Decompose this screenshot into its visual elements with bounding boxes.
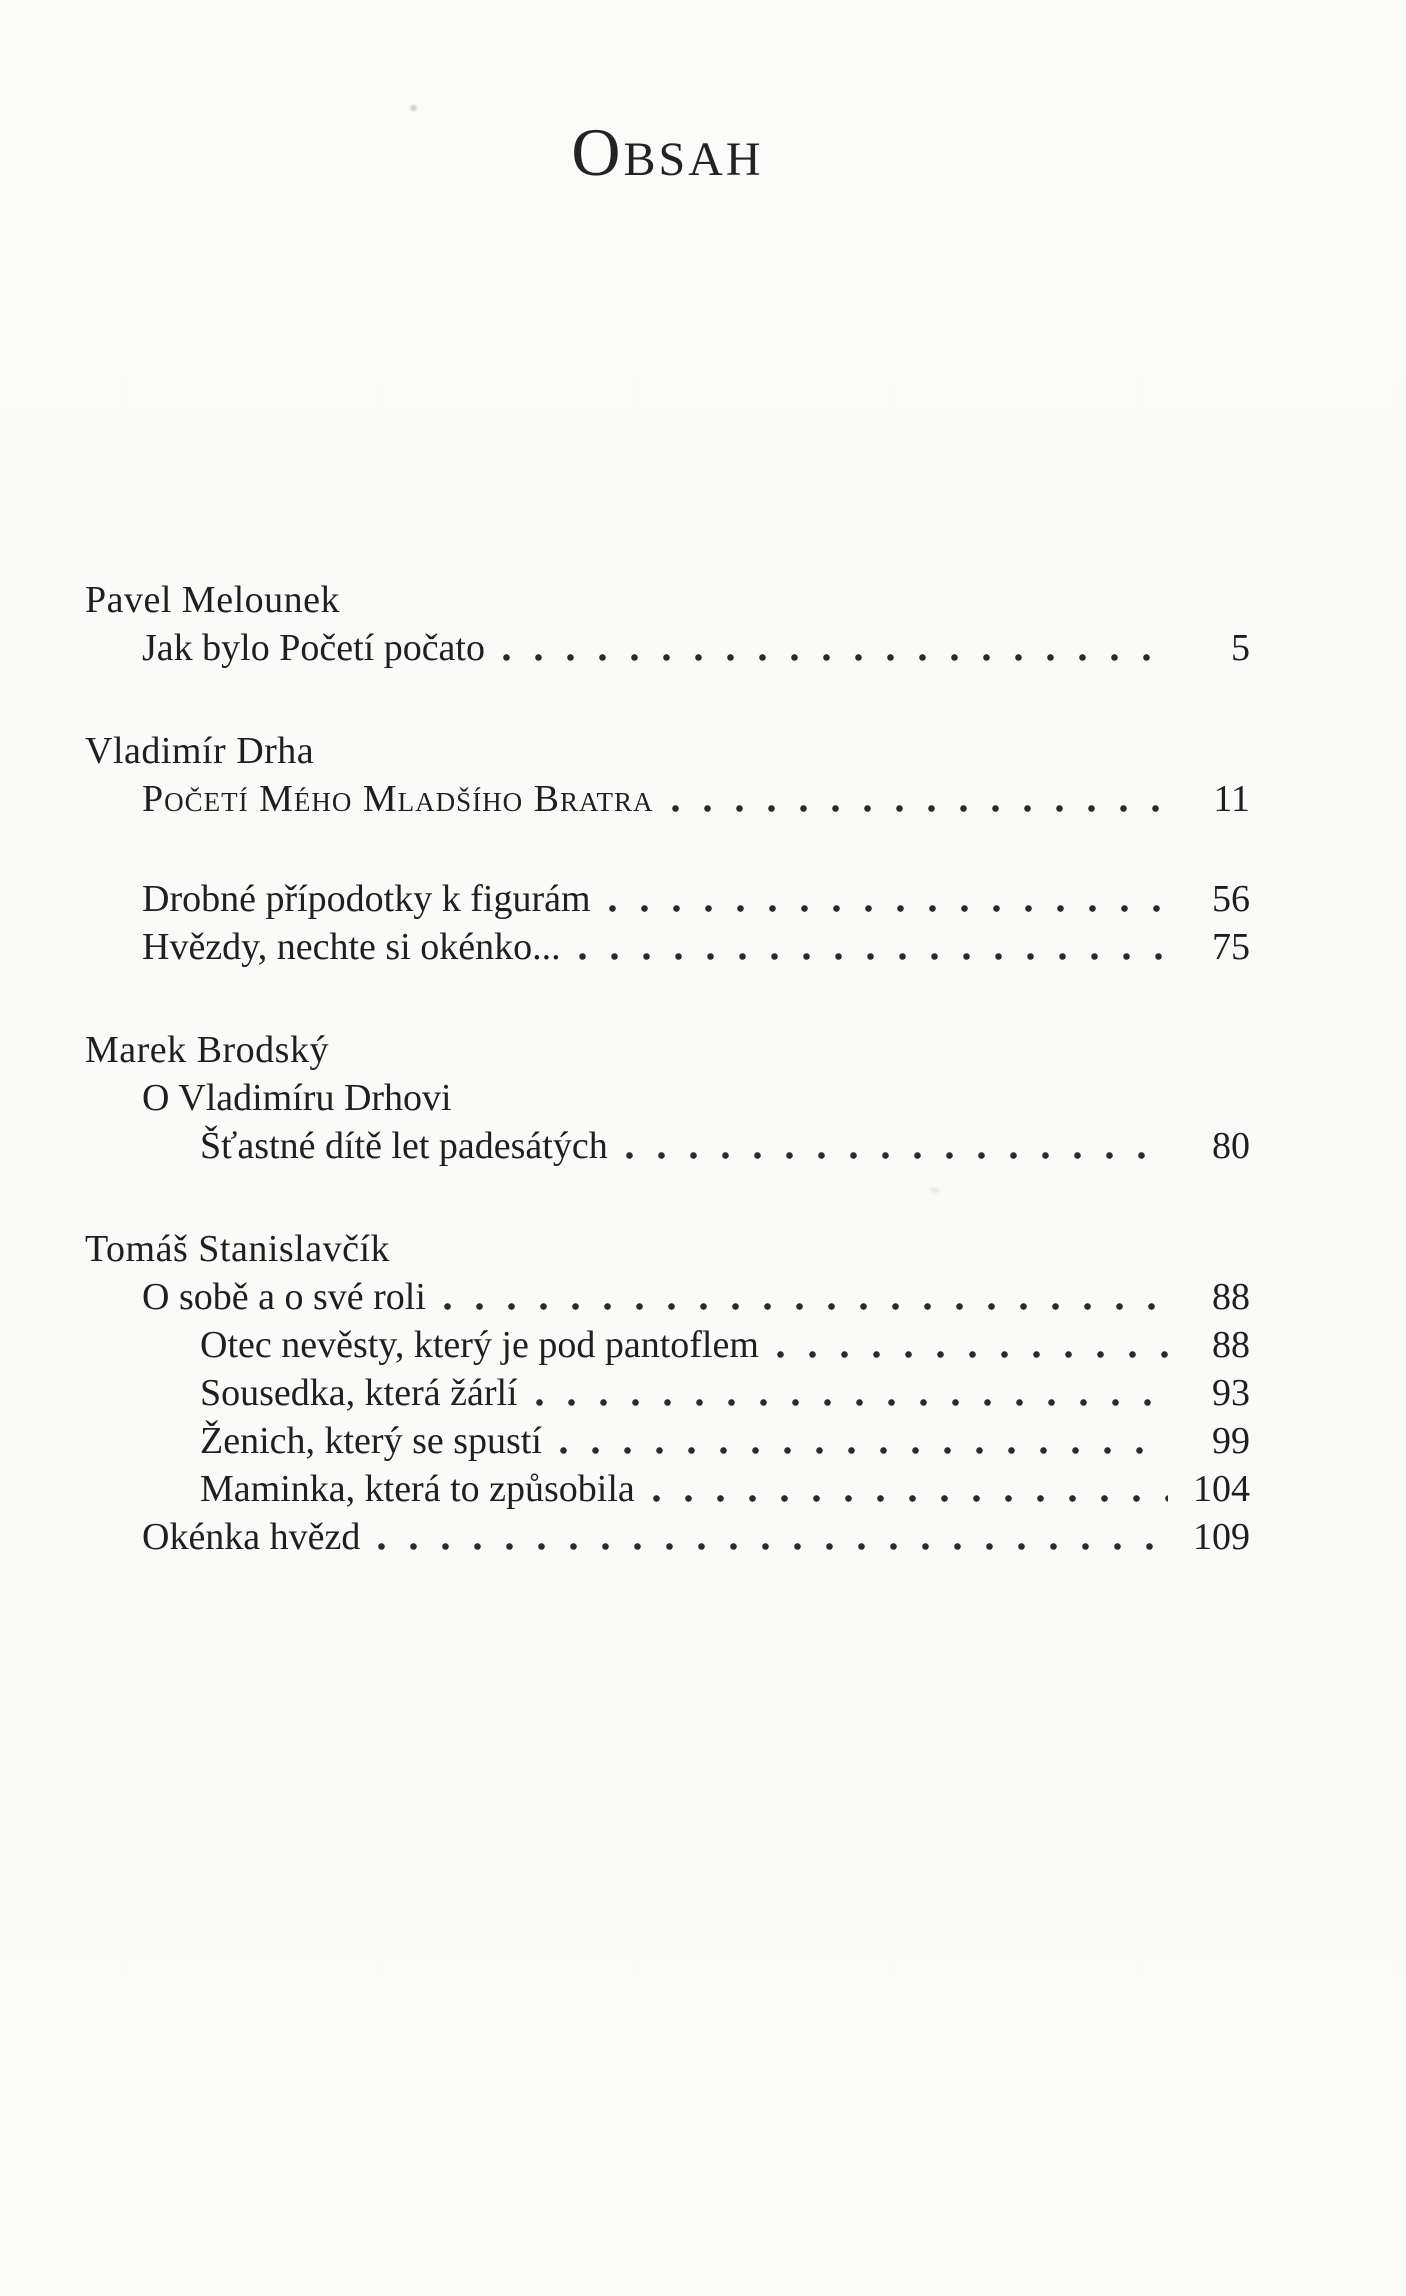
toc-entry-label: Drobné přípodotky k figurám bbox=[142, 878, 591, 920]
toc-entry bbox=[200, 1369, 1250, 1417]
toc-content bbox=[85, 0, 1250, 1561]
toc-author-name: Pavel Melounek bbox=[85, 579, 341, 621]
toc-entry-page: 109 bbox=[1193, 1516, 1250, 1558]
toc-entry-page: 104 bbox=[1193, 1468, 1250, 1510]
toc-entry-label: Sousedka, která žárlí bbox=[200, 1372, 518, 1414]
page-title: Obsah bbox=[571, 114, 764, 190]
toc-subheading-line bbox=[142, 1074, 1250, 1122]
dot-leader bbox=[518, 1369, 1178, 1417]
toc-author-name: Tomáš Stanislavčík bbox=[85, 1228, 391, 1270]
toc-entry bbox=[142, 875, 1250, 923]
toc-author-line bbox=[85, 1225, 1250, 1273]
dot-leader bbox=[759, 1321, 1178, 1369]
toc-entry bbox=[142, 923, 1250, 971]
toc-entry-label: O sobě a o své roli bbox=[142, 1276, 426, 1318]
toc-author-name: Vladimír Drha bbox=[85, 730, 315, 772]
toc-entry-label: Okénka hvězd bbox=[142, 1516, 361, 1558]
toc-subheading: O Vladimíru Drhovi bbox=[142, 1077, 452, 1119]
toc-entry-page: 88 bbox=[1212, 1276, 1250, 1318]
dot-leader bbox=[426, 1273, 1178, 1321]
table-of-contents bbox=[85, 576, 1250, 1561]
toc-author-line bbox=[85, 727, 1250, 775]
toc-entry bbox=[200, 1122, 1250, 1170]
toc-entry-label: Hvězdy, nechte si okénko... bbox=[142, 926, 561, 968]
dot-leader bbox=[591, 875, 1178, 923]
toc-entry-page: 56 bbox=[1212, 878, 1250, 920]
toc-entry-page: 5 bbox=[1231, 627, 1250, 669]
toc-entry bbox=[200, 1417, 1250, 1465]
toc-entry-label: Otec nevěsty, který je pod pantoflem bbox=[200, 1324, 759, 1366]
toc-author-name: Marek Brodský bbox=[85, 1029, 329, 1071]
toc-entry-label: Maminka, která to způsobila bbox=[200, 1468, 635, 1510]
toc-entry-page: 80 bbox=[1212, 1125, 1250, 1167]
toc-entry-page: 99 bbox=[1212, 1420, 1250, 1462]
toc-section bbox=[85, 576, 1250, 672]
toc-entry-label: Početí Mého Mladšího Bratra bbox=[142, 778, 654, 820]
toc-entry bbox=[142, 1273, 1250, 1321]
toc-author-line bbox=[85, 1026, 1250, 1074]
toc-section bbox=[85, 1225, 1250, 1561]
toc-entry-page: 88 bbox=[1212, 1324, 1250, 1366]
toc-entry-label: Jak bylo Početí počato bbox=[142, 627, 485, 669]
dot-leader bbox=[654, 775, 1178, 823]
dot-leader bbox=[542, 1417, 1178, 1465]
dot-leader bbox=[608, 1122, 1178, 1170]
toc-author-line bbox=[85, 576, 1250, 624]
toc-section bbox=[85, 727, 1250, 971]
toc-entry bbox=[200, 1465, 1250, 1513]
toc-entry-label: Ženich, který se spustí bbox=[200, 1420, 542, 1462]
toc-entry-label: Šťastné dítě let padesátých bbox=[200, 1125, 608, 1167]
toc-entry bbox=[200, 1321, 1250, 1369]
toc-entry-page: 11 bbox=[1213, 778, 1250, 820]
toc-entry bbox=[142, 624, 1250, 672]
toc-entry bbox=[142, 775, 1250, 823]
dot-leader bbox=[635, 1465, 1178, 1513]
dot-leader bbox=[485, 624, 1178, 672]
dot-leader bbox=[360, 1513, 1178, 1561]
toc-entry-page: 75 bbox=[1212, 926, 1250, 968]
toc-entry-page: 93 bbox=[1212, 1372, 1250, 1414]
toc-section bbox=[85, 1026, 1250, 1170]
dot-leader bbox=[561, 923, 1178, 971]
toc-entry bbox=[142, 1513, 1250, 1561]
